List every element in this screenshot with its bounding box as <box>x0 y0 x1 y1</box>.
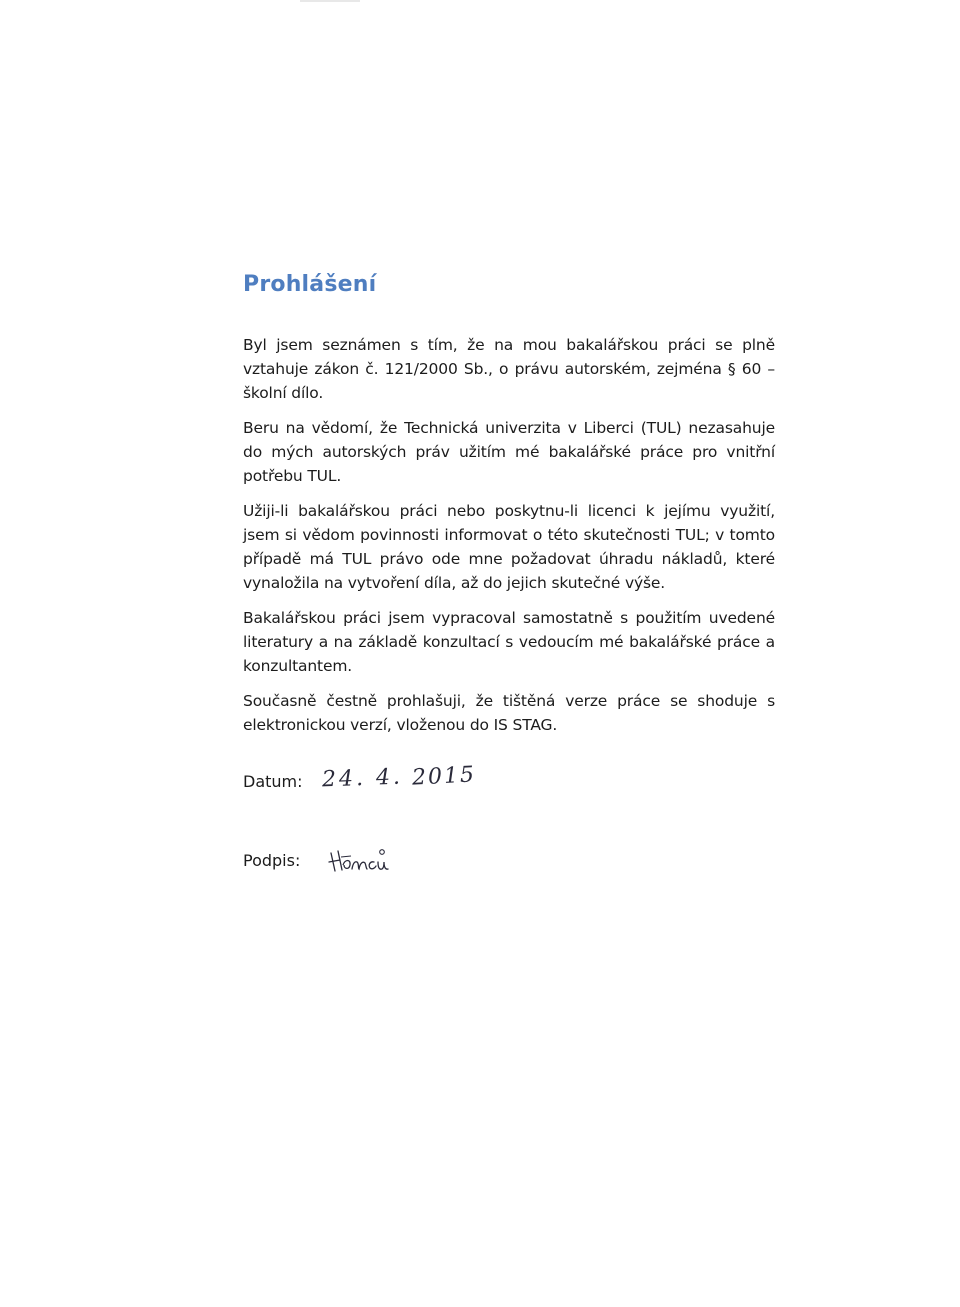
handwritten-date-day-month: 24. 4. <box>321 764 404 793</box>
page-title: Prohlášení <box>243 272 377 297</box>
scan-artifact <box>300 0 360 2</box>
paragraph-copyright: Byl jsem seznámen s tím, že na mou bakalářskou práci se plně vztahuje zákon č. 121/2000 Sb., o právu autorském, zejména § 60 – školní dílo. <box>243 336 775 402</box>
declaration-body <box>243 333 775 748</box>
datum-row <box>243 762 477 793</box>
paragraph-independent-work: Bakalářskou práci jsem vypracoval samostatně s použitím uvedené literatury a na základě konzultací s vedoucím mé bakalářské práce a konzultantem. <box>243 609 775 675</box>
podpis-row <box>243 851 300 870</box>
datum-label: Datum: <box>243 772 303 791</box>
paragraph-electronic-version: Současně čestně prohlašuji, že tištěná verze práce se shoduje s elektronickou verzí, vloženou do IS STAG. <box>243 692 775 734</box>
handwritten-date-year: 2015 <box>411 762 477 791</box>
paragraph-university-use: Beru na vědomí, že Technická univerzita v Liberci (TUL) nezasahuje do mých autorských práv užitím mé bakalářské práce pro vnitřní potřebu TUL. <box>243 419 775 485</box>
signature-image <box>327 843 397 877</box>
paragraph-license: Užiji-li bakalářskou práci nebo poskytnu-li licenci k jejímu využití, jsem si vědom povinnosti informovat o této skutečnosti TUL; v tomto případě má TUL právo ode mne požadovat úhradu nákladů, které vynaložila na vytvoření díla, až do jejich skutečné výše. <box>243 502 775 592</box>
podpis-label: Podpis: <box>243 851 301 870</box>
